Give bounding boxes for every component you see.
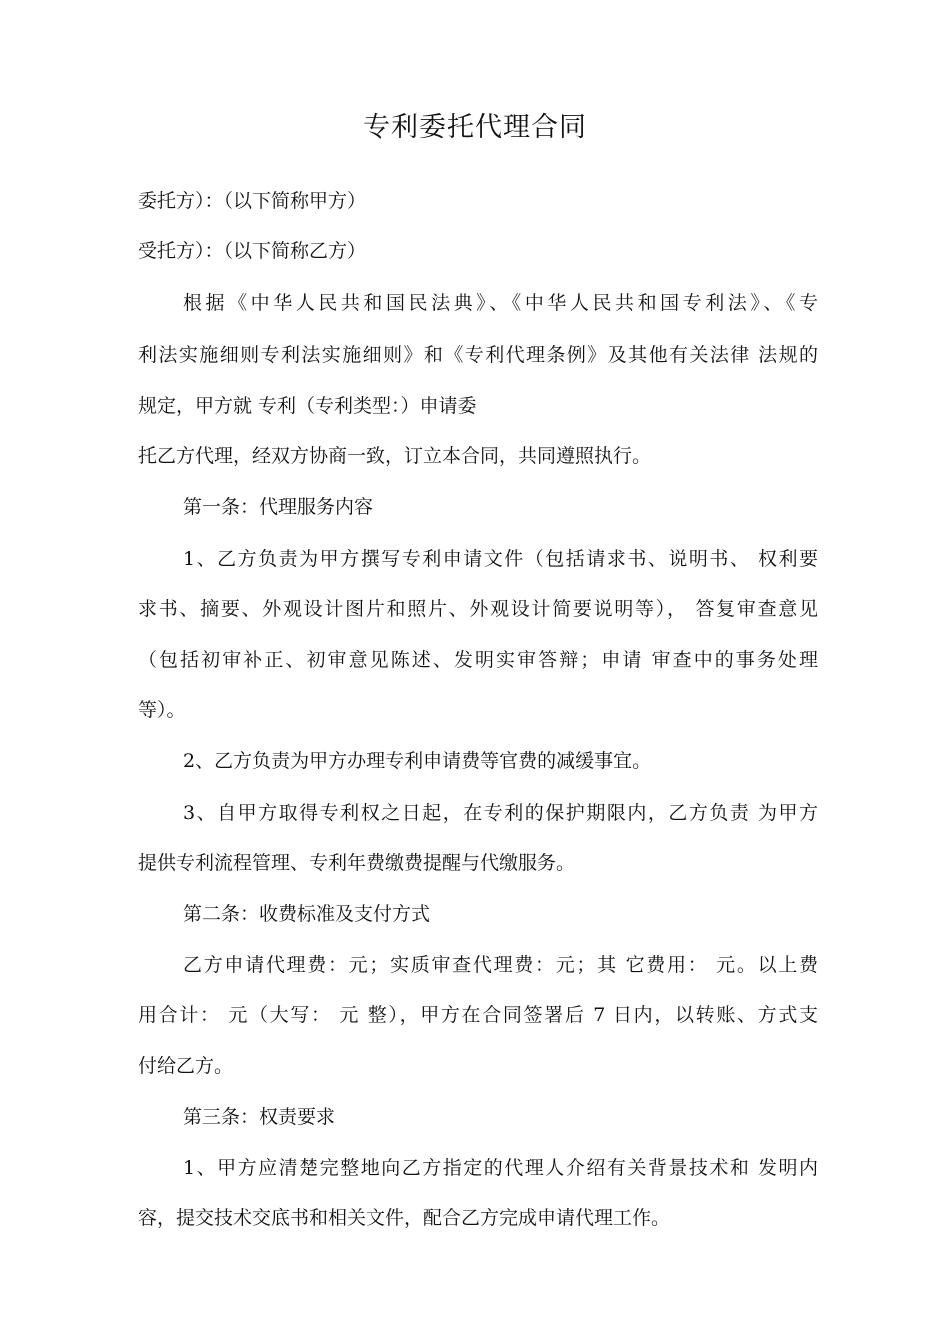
article-3-item-1-line-1: 1、甲方应清楚完整地向乙方指定的代理人介绍有关背景技术和 发明内 (183, 1157, 818, 1179)
party-a-line: 委托方）：（以下简称甲方） (138, 190, 367, 212)
preamble-line-3: 规定，甲方就 专利（专利类型：）申请委 (138, 395, 477, 417)
article-1-item-1-line-2: 求书、摘要、外观设计图片和照片、外观设计简要说明等）， 答复审查意见 (138, 598, 818, 620)
article-1-item-3-line-2: 提供专利流程管理、专利年费缴费提醒与代缴服务。 (138, 852, 576, 874)
article-1-item-1-line-4: 等）。 (138, 699, 186, 721)
article-3-item-1-line-2: 容，提交技术交底书和相关文件，配合乙方完成申请代理工作。 (138, 1207, 671, 1229)
article-2-fees-line-2: 用合计： 元（大写： 元 整），甲方在合同签署后 7 日内，以转账、方式支 (138, 1004, 818, 1026)
article-2-heading: 第二条：收费标准及支付方式 (183, 903, 431, 925)
preamble-line-2: 利法实施细则专利法实施细则》和《专利代理条例》及其他有关法律 法规的 (138, 344, 818, 366)
article-1-item-1-line-1: 1、乙方负责为甲方撰写专利申请文件（包括请求书、说明书、 权利要 (183, 548, 818, 570)
article-3-heading: 第三条：权责要求 (183, 1106, 336, 1128)
article-1-item-1-line-3: （包括初审补正、初审意见陈述、发明实审答辩；申请 审查中的事务处理 (138, 649, 818, 671)
page-title: 专利委托代理合同 (363, 112, 587, 143)
preamble-line-4: 托乙方代理，经双方协商一致，订立本合同，共同遵照执行。 (138, 445, 652, 467)
preamble-line-1: 根据《中华人民共和国民法典》、《中华人民共和国专利法》、《专 (183, 292, 818, 314)
article-1-item-2: 2、乙方负责为甲方办理专利申请费等官费的减缓事宜。 (183, 750, 652, 772)
article-2-fees-line-3: 付给乙方。 (138, 1055, 234, 1077)
article-1-heading: 第一条：代理服务内容 (183, 496, 374, 518)
article-2-fees-line-1: 乙方申请代理费：元；实质审查代理费：元；其 它费用： 元。以上费 (183, 954, 818, 976)
party-b-line: 受托方）：（以下简称乙方） (138, 240, 367, 262)
article-1-item-3-line-1: 3、自甲方取得专利权之日起，在专利的保护期限内，乙方负责 为甲方 (183, 802, 818, 824)
